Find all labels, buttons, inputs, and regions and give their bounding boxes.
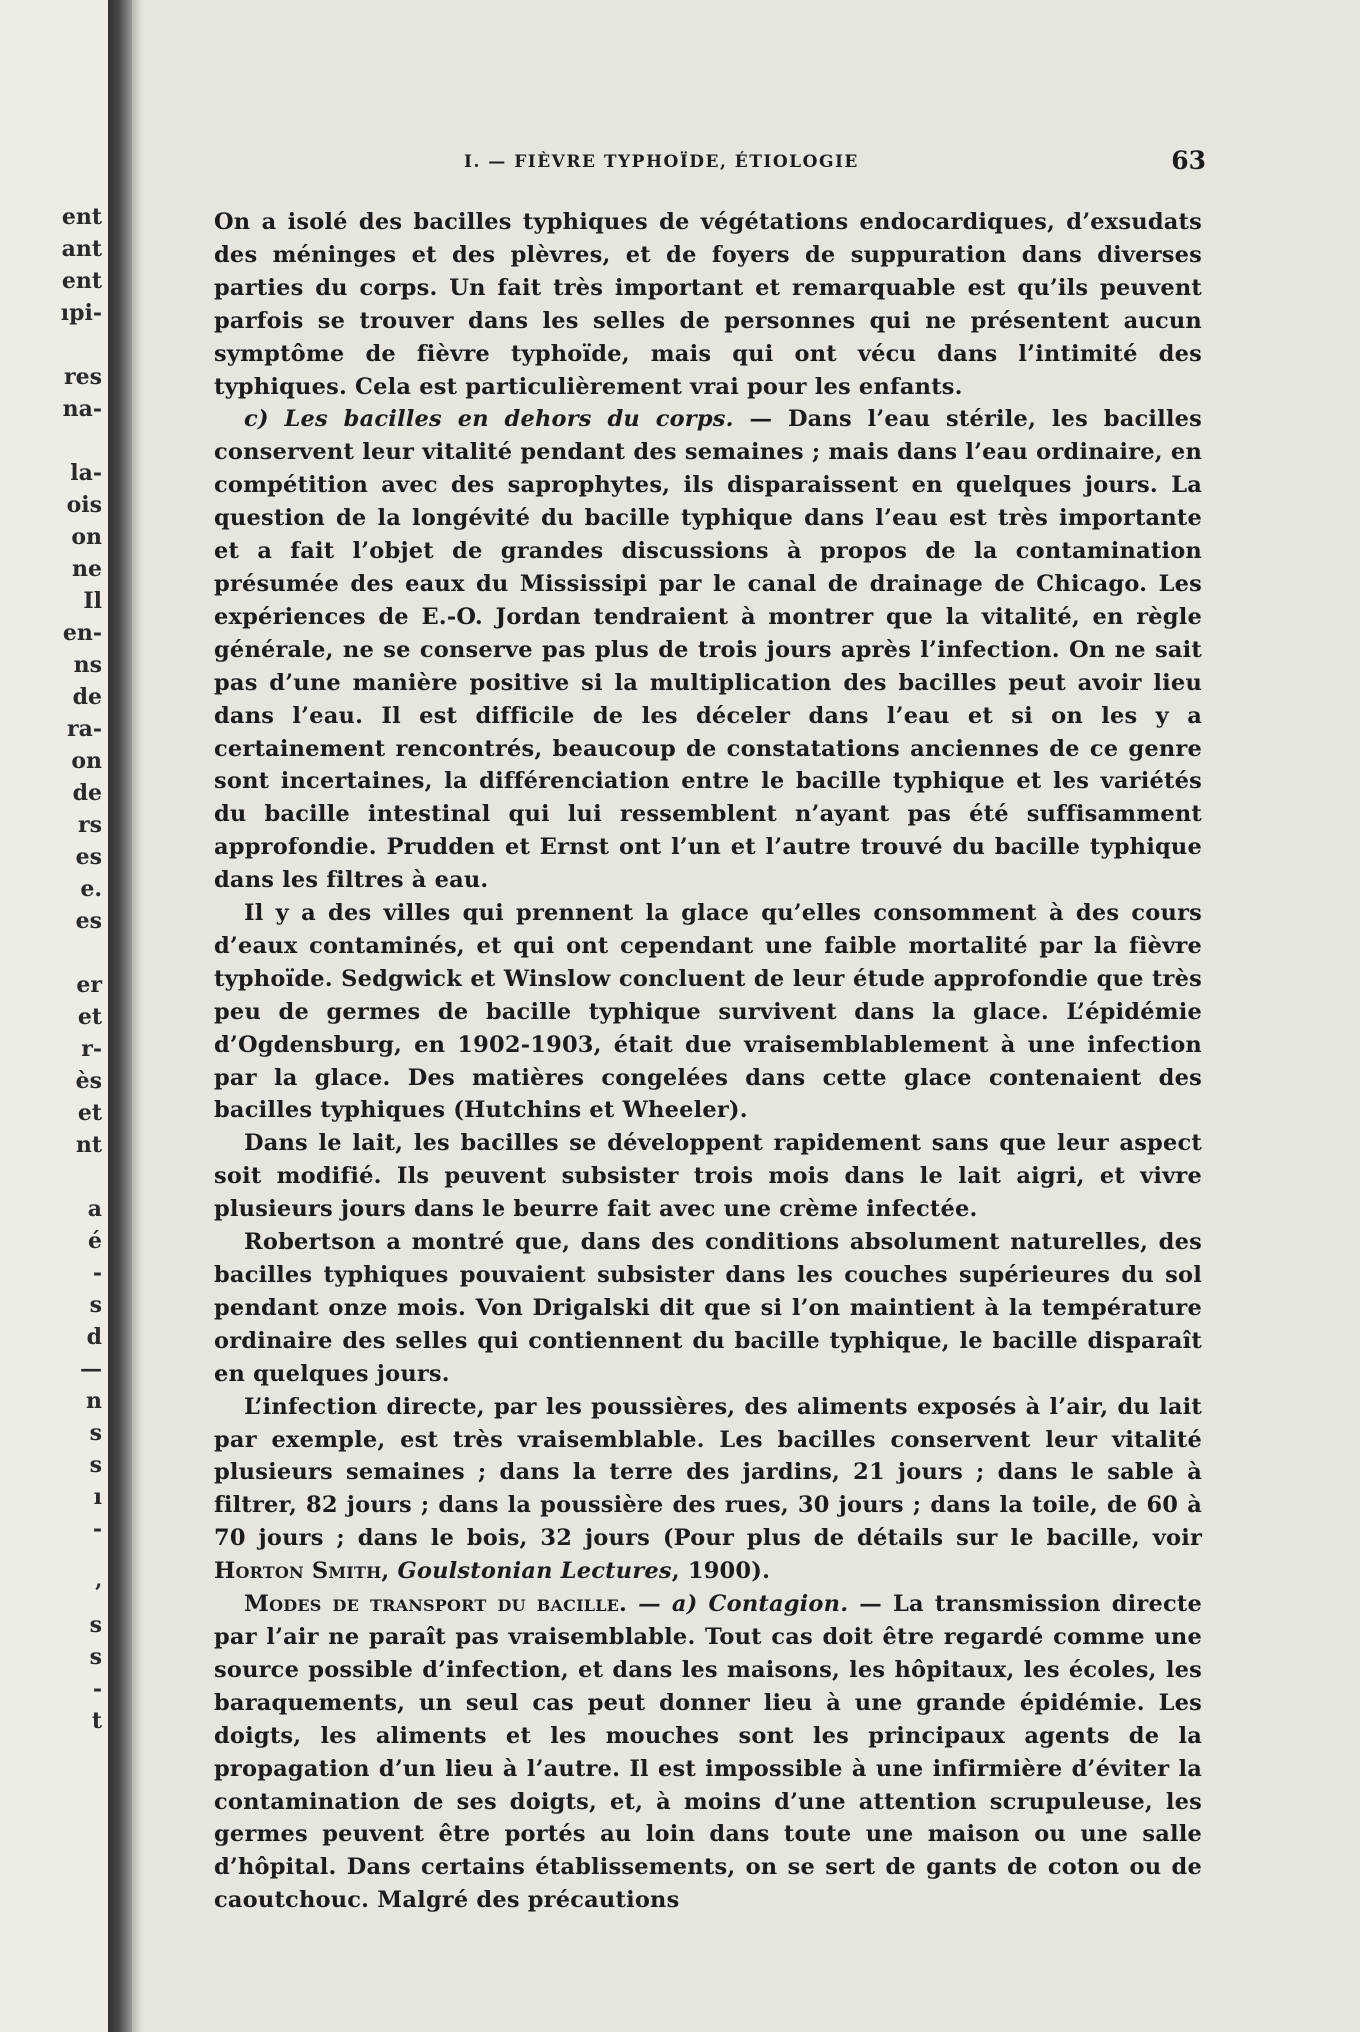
facing-fragment: r- [81,1036,102,1062]
facing-page-edge [0,0,108,2032]
facing-fragment: d [86,1324,102,1350]
facing-fragment: on [71,748,102,774]
paragraph-text: — La transmission directe par l’air ne paraît pas vraisemblable. Tout cas doit être regardé comme une source possible d’infection, et dans les maisons, les hôpitaux, les écoles, les baraquements, un seul cas peut donner lieu à une grande épidémie. Les doigts, les aliments et les mouches sont les principaux agents de la propagation d’un lieu à l’autre. Il est impossible à une infirmière d’éviter la contamination de ses doigts, et, à moins d’une attention scrupuleuse, les germes peuvent être portés au loin dans toute une maison ou une salle d’hôpital. Dans certains établissements, on se sert de gants de coton ou de caoutchouc. Malgré des précautions [214,1591,1202,1914]
facing-fragment: nt [75,1132,102,1158]
facing-fragment: — [80,1356,102,1382]
paragraph [214,206,1202,403]
facing-fragment: s [89,1644,102,1670]
facing-fragment: ent [61,204,102,230]
paragraph-text: Dans le lait, les bacilles se développent rapidement sans que leur aspect soit modifié. Ils peuvent subsister trois mois dans le lait aigri, et vivre plusieurs jours dans le beurre fait avec une crème infectée. [214,1130,1202,1223]
section-heading: Modes de transport du bacille. [244,1591,628,1618]
book-gutter [108,0,132,2032]
facing-fragment: res [64,364,102,390]
facing-fragment: s [89,1420,102,1446]
facing-fragment: na- [62,396,102,422]
body-text [214,206,1202,1917]
page-header [214,146,1214,182]
facing-fragment: ne [72,556,102,582]
facing-fragment: et [77,1004,102,1030]
paragraph [214,897,1202,1127]
facing-fragment: de [72,780,102,806]
paragraph-text: L’infection directe, par les poussières, des aliments exposés à l’air, du lait par exemple, est très vraisemblable. Les bacilles conservent leur vitalité plusieurs semaines ; dans la terre des jardins, 21 jours ; dans le sable à filtrer, 82 jours ; dans la poussière des rues, 30 jours ; dans la toile, de 60 à 70 jours ; dans le bois, 32 jours (Pour plus de détails sur le bacille, voir [214,1393,1202,1552]
paragraph [214,1588,1202,1917]
facing-fragment: - [92,1676,102,1702]
page-edge-shadow [132,0,142,2032]
separator: , [381,1558,398,1585]
facing-fragment: rs [78,812,102,838]
paragraph [214,1226,1202,1391]
paragraph [214,1127,1202,1226]
facing-fragment: es [75,844,102,870]
facing-fragment: ’ [94,1580,102,1606]
cited-author: Horton Smith [214,1558,382,1585]
facing-fragment: es [75,908,102,934]
paragraph-text: On a isolé des bacilles typhiques de végétations endocardiques, d’exsudats des méninges et des plèvres, et de foyers de suppuration dans diverses parties du corps. Un fait très important et remarquable est qu’ils peuvent parfois se trouver dans les selles de personnes qui ne présentent aucun symptôme de fièvre typhoïde, mais qui ont vécu dans l’intimité des typhiques. Cela est particulièrement vrai pour les enfants. [214,209,1202,400]
facing-fragment: ès [75,1068,102,1094]
paragraph [214,403,1202,897]
facing-fragment: t [91,1708,102,1734]
running-head: I. — FIÈVRE TYPHOÏDE, ÉTIOLOGIE [464,152,859,172]
facing-fragment: - [92,1260,102,1286]
page-number: 63 [1171,146,1206,175]
facing-fragment: ı [93,1484,102,1510]
section-label: c) Les bacilles en dehors du corps. [244,406,734,433]
facing-fragment: s [89,1612,102,1638]
facing-fragment: ant [61,236,102,262]
paragraph [214,1391,1202,1588]
facing-fragment: n [86,1388,102,1414]
facing-fragment: et [77,1100,102,1126]
paragraph-text: — Dans l’eau stérile, les bacilles conservent leur vitalité pendant des semaines ; mais dans l’eau ordinaire, en compétition avec des saprophytes, ils disparaissent en quelques jours. La question de la longévité du bacille typhique dans l’eau est très importante et a fait l’objet de grandes discussions à propos de la contamination présumée des eaux du Mississipi par le canal de drainage de Chicago. Les expériences de E.-O. Jordan tendraient à montrer que la vitalité, en règle générale, ne se conserve pas plus de trois jours après l’infection. On ne sait pas d’une manière positive si la multiplication des bacilles peut avoir lieu dans l’eau. Il est difficile de les déceler dans l’eau et si on les y a certainement rencontrés, beaucoup de constatations anciennes de ce genre sont incertaines, la différenciation entre le bacille typhique et les variétés du bacille intestinal qui lui ressemblent n’ayant pas été suffisamment approfondie. Prudden et Ernst ont l’un et l’autre trouvé du bacille typhique dans les filtres à eau. [214,406,1203,894]
facing-fragment: Il [83,588,102,614]
facing-fragment: ra- [67,716,102,742]
facing-fragment: la- [70,460,102,486]
paragraph-text: Robertson a montré que, dans des conditions absolument naturelles, des bacilles typhiques pouvaient subsister dans les couches supérieures du sol pendant onze mois. Von Drigalski dit que si l’on maintient à la température ordinaire des selles qui contiennent du bacille typhique, le bacille disparaît en quelques jours. [214,1229,1202,1387]
facing-fragment: ıpi- [60,300,102,326]
section-label: — a) Contagion. [627,1591,849,1618]
facing-fragment: ent [61,268,102,294]
facing-fragment: s [89,1452,102,1478]
facing-fragment: é [88,1228,102,1254]
facing-fragment: de [72,684,102,710]
facing-fragment: er [76,972,102,998]
facing-fragment: en- [62,620,102,646]
facing-fragment: a [87,1196,102,1222]
facing-fragment: ns [73,652,102,678]
cited-work: Goulstonian Lectures [397,1558,672,1585]
paragraph-text: Il y a des villes qui prennent la glace qu’elles consomment à des cours d’eaux contaminés, et qui ont cependant une faible mortalité par la fièvre typhoïde. Sedgwick et Winslow concluent de leur étude approfondie que très peu de germes de bacille typhique survivent dans la glace. L’épidémie d’Ogdensburg, en 1902-1903, était due vraisemblablement à une infection par la glace. Des matières congelées dans cette glace contenaient des bacilles typhiques (Hutchins et Wheeler). [214,900,1202,1124]
facing-fragment: ois [66,492,102,518]
facing-fragment: e. [80,876,102,902]
facing-fragment: on [71,524,102,550]
facing-fragment: - [92,1516,102,1542]
facing-fragment: s [89,1292,102,1318]
paragraph-text: , 1900). [671,1558,771,1585]
